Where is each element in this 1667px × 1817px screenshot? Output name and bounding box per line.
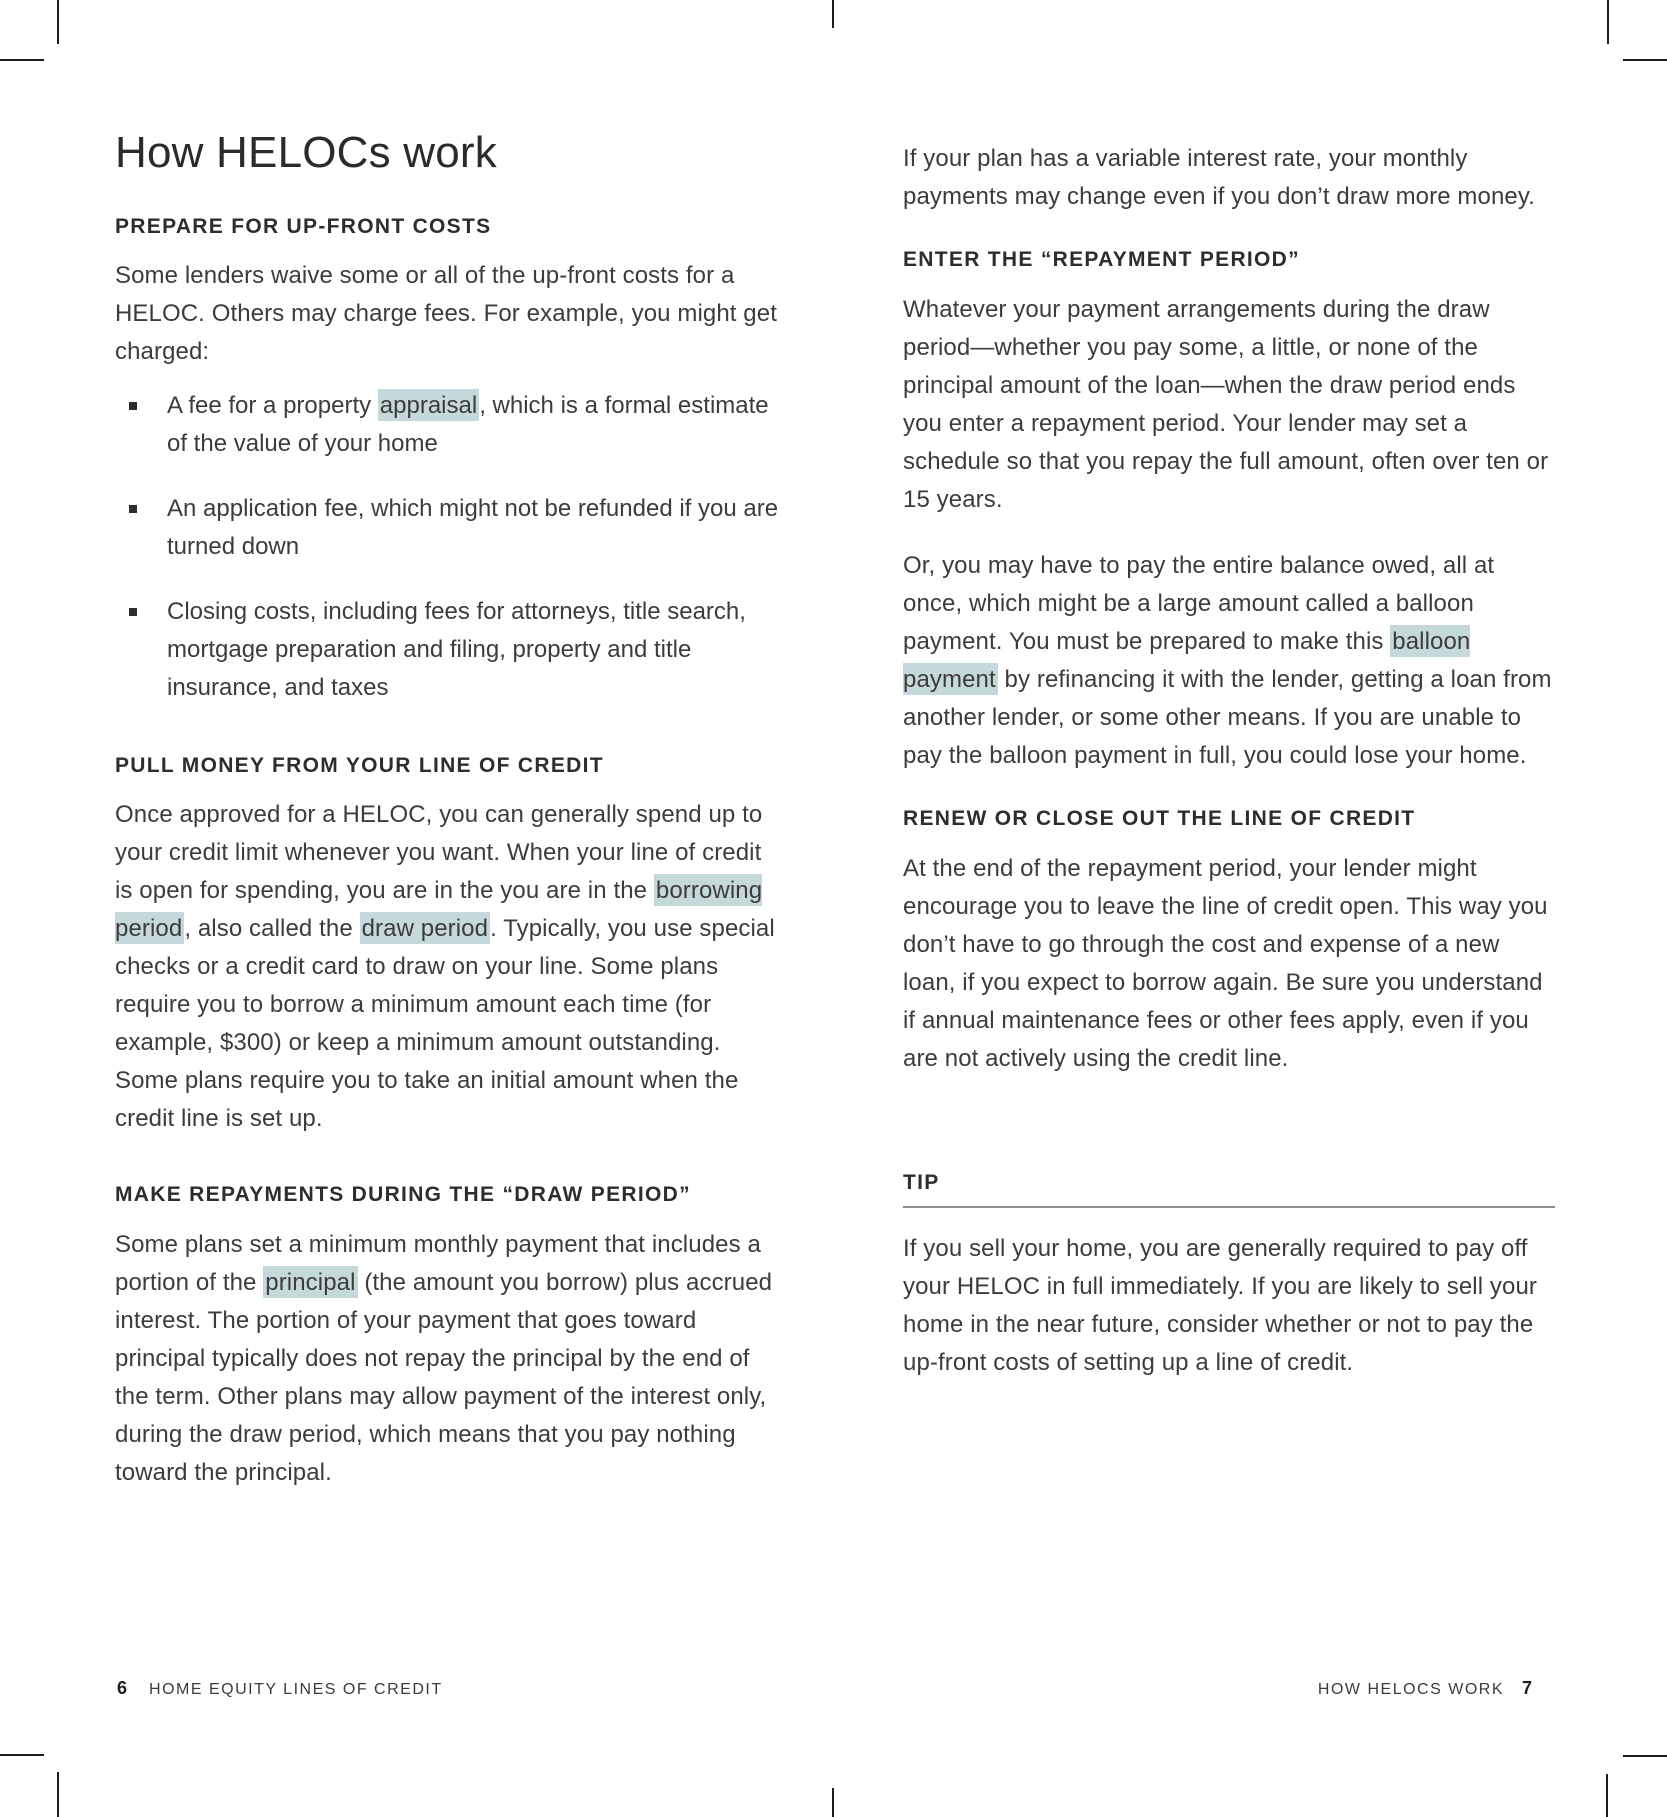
paragraph-up-front-costs-intro: Some lenders waive some or all of the up-front costs for a HELOC. Others may charge fees. For example, you might get charged:: [115, 262, 777, 365]
tip-divider: [903, 1206, 1555, 1208]
highlighted-term: draw period: [360, 912, 491, 944]
square-bullet-icon: [129, 402, 137, 410]
highlighted-term: borrowing period: [115, 874, 762, 944]
tip-paragraph: If you sell your home, you are generally required to pay off your HELOC in full immediately. If you are likely to sell your home in the near future, consider whether or not to pay the up-front costs of setting up a line of credit.: [903, 1235, 1537, 1376]
highlighted-term: balloon payment: [903, 625, 1470, 695]
section-heading-repayment-period: ENTER THE “REPAYMENT PERIOD”: [903, 248, 1300, 271]
crop-mark-bottom-right-vertical: [1606, 1774, 1608, 1817]
text-segment: , also called the: [184, 915, 360, 942]
list-item-text: [167, 495, 778, 560]
crop-mark-top-right-horizontal: [1623, 59, 1667, 61]
text-segment: , which is a formal estimate of the value of your home: [167, 392, 769, 457]
footer-left-text: HOME EQUITY LINES OF CREDIT: [149, 1681, 443, 1698]
text-segment: Closing costs, including fees for attorneys, title search, mortgage preparation and filing, property and title insurance, and taxes: [167, 598, 746, 701]
footer-right-text: HOW HELOCS WORK: [1317, 1681, 1504, 1698]
text-segment: . Typically, you use special checks or a credit card to draw on your line. Some plans require you to borrow a minimum amount each time (for example, $300) or keep a minimum amount outstanding. Some plans require you to take an initial amount when the credit line is set up.: [115, 915, 775, 1132]
crop-mark-top-left-horizontal: [0, 59, 44, 61]
left-column: [115, 128, 780, 1492]
page-title: How HELOCs work: [115, 128, 497, 177]
fee-bullet-list: [115, 387, 780, 707]
crop-mark-bottom-left-horizontal: [0, 1754, 44, 1756]
square-bullet-icon: [129, 608, 137, 616]
tip-box: [903, 1168, 1555, 1382]
list-item-text: [167, 598, 746, 701]
page-number-left: 6: [117, 1678, 128, 1698]
list-item-text: [167, 389, 769, 457]
text-segment: by refinancing it with the lender, getting a loan from another lender, or some other means. If you are unable to pay the balloon payment in full, you could lose your home.: [903, 666, 1552, 769]
paragraph-pull-money: [115, 796, 780, 1138]
text-segment: Once approved for a HELOC, you can generally spend up to your credit limit whenever you want. When your line of credit is open for spending, you are in the you are in the: [115, 801, 763, 904]
paragraph-renew-or-close: At the end of the repayment period, your lender might encourage you to leave the line of credit open. This way you don’t have to go through the cost and expense of a new loan, if you expect to borrow again. Be sure you understand if annual maintenance fees or other fees apply, even if you are not actively using the credit line.: [903, 855, 1548, 1072]
right-column: [903, 140, 1555, 1382]
footer-left: [117, 1678, 443, 1699]
square-bullet-icon: [129, 505, 137, 513]
highlighted-term: appraisal: [378, 389, 479, 421]
paragraph-make-repayments: [115, 1226, 780, 1492]
highlighted-term: principal: [263, 1266, 357, 1298]
section-heading-make-repayments: MAKE REPAYMENTS DURING THE “DRAW PERIOD”: [115, 1183, 691, 1206]
crop-mark-top-left-vertical: [57, 0, 59, 44]
crop-mark-top-middle-vertical: [832, 0, 834, 28]
text-segment: (the amount you borrow) plus accrued interest. The portion of your payment that goes toward principal typically does not repay the principal by the end of the term. Other plans may allow payment of the interest only, during the draw period, which means that you pay nothing toward the principal.: [115, 1269, 773, 1486]
text-segment: Some plans set a minimum monthly payment that includes a portion of the: [115, 1231, 761, 1296]
list-item-appraisal-fee: [115, 387, 780, 463]
text-segment: A fee for a property: [167, 392, 378, 419]
page-number-right: 7: [1521, 1678, 1532, 1698]
section-heading-prepare-for-up-front-costs: PREPARE FOR UP-FRONT COSTS: [115, 215, 492, 238]
text-segment: Or, you may have to pay the entire balance owed, all at once, which might be a large amount called a balloon payment. You must be prepared to make this: [903, 552, 1495, 655]
crop-mark-bottom-middle-vertical: [832, 1788, 834, 1817]
section-heading-renew-or-close: RENEW OR CLOSE OUT THE LINE OF CREDIT: [903, 807, 1416, 830]
paragraph-variable-rate: If your plan has a variable interest rate, your monthly payments may change even if you don’t draw more money.: [903, 145, 1535, 210]
crop-mark-bottom-left-vertical: [57, 1772, 59, 1817]
text-segment: An application fee, which might not be refunded if you are turned down: [167, 495, 779, 560]
paragraph-balloon-payment: [903, 547, 1555, 775]
list-item-application-fee: [115, 490, 780, 566]
paragraph-repayment-period-1: Whatever your payment arrangements during the draw period—whether you pay some, a little, or none of the principal amount of the loan—when the draw period ends you enter a repayment period. Your lender may set a schedule so that you repay the full amount, often over ten or 15 years.: [903, 296, 1549, 513]
footer-right: [1318, 1678, 1532, 1699]
crop-mark-top-right-vertical: [1607, 0, 1609, 44]
tip-heading: TIP: [903, 1171, 940, 1194]
section-heading-pull-money: PULL MONEY FROM YOUR LINE OF CREDIT: [115, 754, 604, 777]
crop-mark-bottom-right-horizontal: [1623, 1755, 1667, 1757]
list-item-closing-costs: [115, 593, 780, 707]
